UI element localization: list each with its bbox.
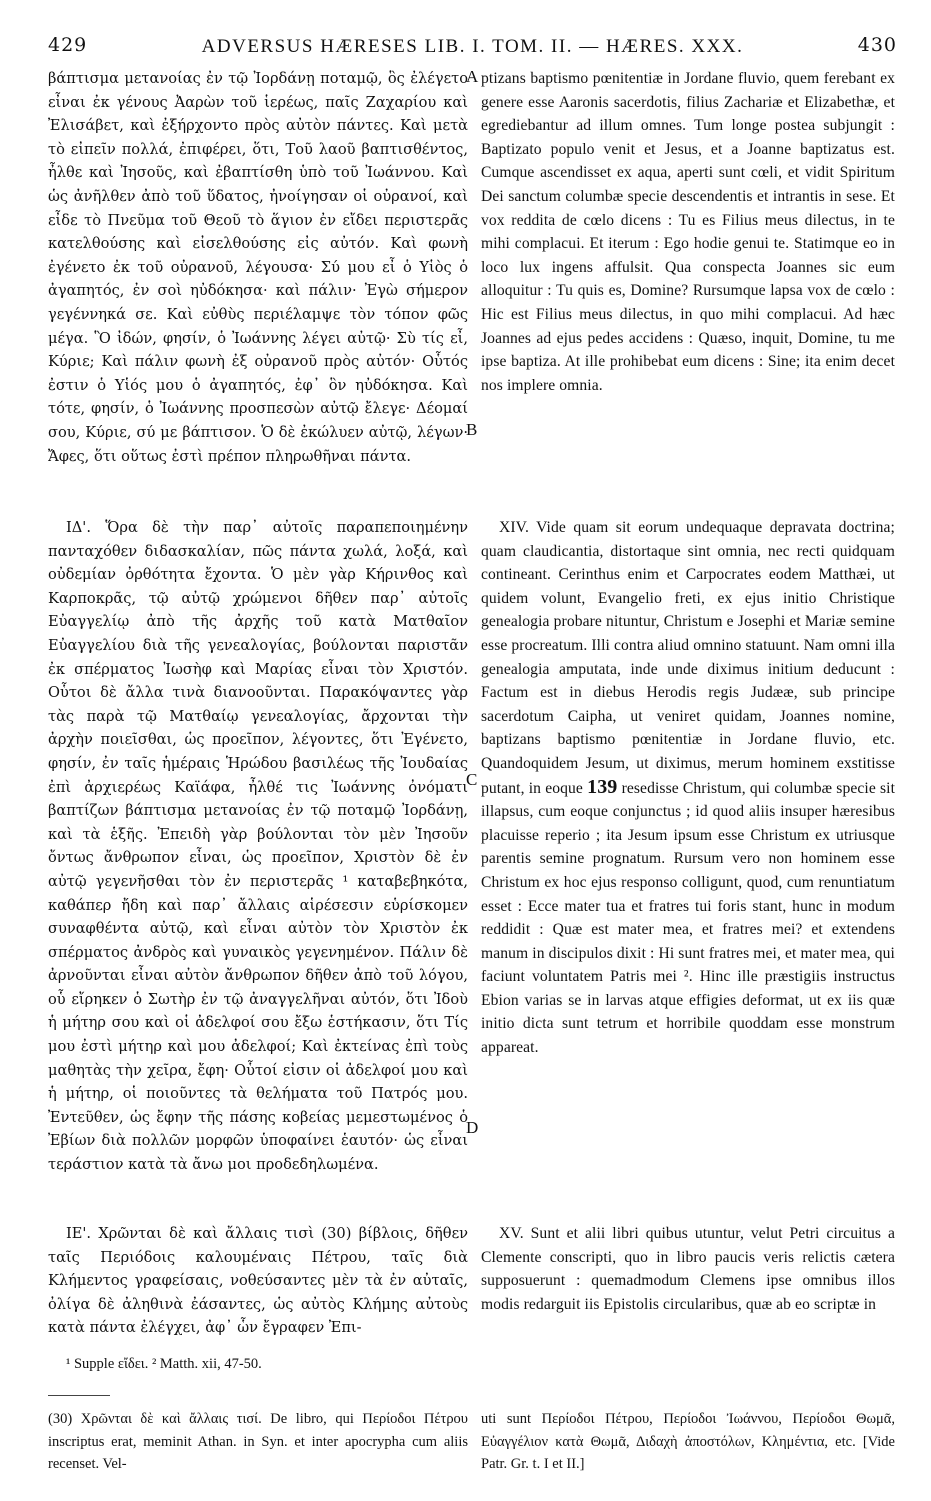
latin-text: resedisse Christum, qui columbæ specie sit illapsus, cum eoque conjunctus ; id quod aliis insuper hæresibus placuisse reperio ; ita Jesum ipsum esse Christum ex utriusque parentis semine prognatum. Rursum vero non hominem esse Christum ex hoc ejus responso colligunt, quod, cum renuntiatum esset : Ecce mater tua et fratres tui foris stant, hunc in modum reddidit : Quæ est mater mea, et fratres mei? et extendens manum in discipulos dixit : Hi sunt fratres mei, et mater mea, qui faciunt voluntatem Patris mei ². Hinc ille præstigiis instructus Ebion varias se in larvas atque effigies deformat, ut ex iis quæ initio dicta sunt tetrum et horribile quoddam esse monstrum appareat. [481, 779, 896, 1057]
margin-mark-b: B [466, 420, 478, 439]
latin-column-section-b [481, 516, 895, 1060]
footnote-divider [48, 1395, 110, 1396]
latin-paragraph [481, 516, 895, 1060]
note-text: (30) Χρῶνται δὲ καὶ ἄλλαις τισί. De libro, qui Περίοδοι Πέτρου inscriptus erat, meminit Athan. in Syn. et inter apocrypha cum aliis recenset. Vel- [48, 1411, 468, 1472]
latin-paragraph: XV. Sunt et alii libri quibus utuntur, velut Petri circuitus a Clemente conscripti, quo in libro paucis veris relictis cætera supposuerunt : quemadmodum Clemens ipse omnibus illos modis redarguit iis Epistolis circularibus, quæ ab eo scriptæ in [481, 1225, 895, 1313]
greek-paragraph: ΙΕ'. Χρῶνται δὲ καὶ ἄλλαις τισὶ (30) βίβλοις, δῆθεν ταῖς Περιόδοις καλουμέναις Πέτρου, ταῖς διὰ Κλήμεντος γραφείσαις, νοθεύσαντες μὲν τὰ ἐν αὐταῖς, ὀλίγα δὲ ἀληθινὰ ἐάσαντες, ὡς αὐτὸς Κλήμης αὐτοὺς κατὰ πάντα ἐλέγχει, ἀφ᾽ ὧν ἔγραφεν Ἐπι- [48, 1225, 468, 1337]
page-number-right: 430 [857, 34, 897, 56]
greek-column-section-a [48, 67, 468, 468]
greek-column-section-b [48, 516, 468, 1177]
editor-note-right [481, 1408, 895, 1476]
page-header [48, 34, 897, 64]
footnotes: ¹ Supple εἴδει. ² Matth. xii, 47-50. [66, 1356, 262, 1372]
greek-paragraph: βάπτισμα μετανοίας ἐν τῷ Ἰορδάνῃ ποταμῷ, ὃς ἐλέγετο εἶναι ἐκ γένους Ἀαρὼν τοῦ ἱερέως, παῖς Ζαχαρίου καὶ Ἐλισάβετ, καὶ ἐξήρχοντο πρὸς αὐτὸν πάντες. Καὶ μετὰ τὸ εἰπεῖν πολλά, ἐπιφέρει, ὅτι, Τοῦ λαοῦ βαπτισθέντος, ἦλθε καὶ Ἰησοῦς, καὶ ἐβαπτίσθη ὑπὸ τοῦ Ἰωάννου. Καὶ ὡς ἀνῆλθεν ἀπὸ τοῦ ὕδατος, ἠνοίγησαν οἱ οὐρανοί, καὶ εἶδε τὸ Πνεῦμα τοῦ Θεοῦ τὸ ἅγιον ἐν εἴδει περιστερᾶς κατελθούσης καὶ εἰσελθούσης εἰς αὐτόν. Καὶ φωνὴ ἐγένετο ἐκ τοῦ οὐρανοῦ, λέγουσα· Σύ μου εἶ ὁ Υἱὸς ὁ ἀγαπητός, ἐν σοὶ ηὐδόκησα· καὶ πάλιν· Ἐγὼ σήμερον γεγέννηκά σε. Καὶ εὐθὺς περιέλαμψε τὸν τόπον φῶς μέγα. Ὃ ἰδών, φησίν, ὁ Ἰωάννης λέγει αὐτῷ· Σὺ τίς εἶ, Κύριε; Καὶ πάλιν φωνὴ ἐξ οὐρανοῦ πρὸς αὐτόν· Οὗτός ἐστιν ὁ Υἱός μου ὁ ἀγαπητός, ἐφ᾽ ὃν ηὐδόκησα. Καὶ τότε, φησίν, ὁ Ἰωάννης προσπεσὼν αὐτῷ ἔλεγε· Δέομαί σου, Κύριε, σύ με βάπτισον. Ὁ δὲ ἐκώλυεν αὐτῷ, λέγων· Ἄφες, ὅτι οὕτως ἐστὶ πρέπον πληρωθῆναι πάντα. [48, 70, 468, 465]
margin-mark-c: C [466, 770, 478, 789]
note-text: uti sunt Περίοδοι Πέτρου, Περίοδοι Ἰωάννου, Περίοδοι Θωμᾶ, Εὐαγγέλιον κατὰ Θωμᾶ, Διδαχὴ ἀποστόλων, Κλημέντια, etc. [Vide Patr. Gr. t. I et II.] [481, 1411, 895, 1472]
latin-column-section-a [481, 67, 895, 397]
page-number-left: 429 [48, 34, 88, 56]
margin-mark-a: A [466, 67, 479, 86]
editor-note-left [48, 1408, 468, 1476]
greek-paragraph: ΙΔ'. Ὅρα δὲ τὴν παρ᾽ αὐτοῖς παραπεποιημένην πανταχόθεν διδασκαλίαν, πῶς πάντα χωλά, λοξά, καὶ οὐδεμίαν ὀρθότητα ἔχοντα. Ὁ μὲν γὰρ Κήρινθος καὶ Καρποκρᾶς, τῷ αὐτῷ χρώμενοι δῆθεν παρ᾽ αὐτοῖς Εὐαγγελίῳ ἀπὸ τῆς ἀρχῆς τοῦ κατὰ Ματθαῖον Εὐαγγελίου διὰ τῆς γενεαλογίας, βούλονται παριστᾶν ἐκ σπέρματος Ἰωσὴφ καὶ Μαρίας εἶναι τὸν Χριστόν. Οὗτοι δὲ ἄλλα τινὰ διανοοῦνται. Παρακόψαντες γὰρ τὰς παρὰ τῷ Ματθαίῳ γενεαλογίας, ἄρχονται τὴν ἀρχὴν ποιεῖσθαι, ὡς προεῖπον, λέγοντες, ὅτι Ἐγένετο, φησίν, ἐν ταῖς ἡμέραις Ἡρώδου βασιλέως τῆς Ἰουδαίας ἐπὶ ἀρχιερέως Καϊάφα, ἦλθέ τις Ἰωάννης ὀνόματι βαπτίζων βάπτισμα μετανοίας ἐν τῷ ποταμῷ Ἰορδάνῃ, καὶ τὰ ἑξῆς. Ἐπειδὴ γὰρ βούλονται τὸν μὲν Ἰησοῦν ὄντως ἄνθρωπον εἶναι, ὡς προεῖπον, Χριστὸν δὲ ἐν αὐτῷ γεγενῆσθαι τὸν ἐν περιστερᾶς ¹ καταβεβηκότα, καθάπερ ἤδη καὶ παρ᾽ ἄλλαις αἱρέσεσιν εὑρίσκομεν συναφθέντα αὐτῷ, καὶ εἶναι αὐτὸν τὸν Χριστὸν ἐκ σπέρματος ἀνδρὸς καὶ γυναικὸς γεγενημένον. Πάλιν δὲ ἀρνοῦνται εἶναι αὐτὸν ἄνθρωπον δῆθεν ἀπὸ τοῦ λόγου, οὗ εἴρηκεν ὁ Σωτὴρ ἐν τῷ ἀναγγελῆναι αὐτόν, ὅτι Ἰδοὺ ἡ μήτηρ σου καὶ οἱ ἀδελφοί σου ἔξω ἑστήκασιν, ὅτι Τίς μου ἐστὶ μήτηρ καὶ μου ἀδελφοί; Καὶ ἐκτείνας ἐπὶ τοὺς μαθητὰς τὴν χεῖρα, ἔφη· Οὗτοί εἰσιν οἱ ἀδελφοί μου καὶ ἡ μήτηρ, οἱ ποιοῦντες τὰ θελήματα τοῦ Πατρός μου. Ἐντεῦθεν, ὡς ἔφην τῆς πάσης κοβείας μεμεστωμένος ὁ Ἐβίων διὰ πολλῶν μορφῶν ὑποφαίνει ἑαυτόν· ὡς εἶναι τεράστιον κατὰ τὰ ἄνω μοι προδεδηλωμένα. [48, 519, 468, 1174]
running-title: ADVERSUS HÆRESES LIB. I. TOM. II. — HÆRES. XXX. [201, 36, 744, 57]
greek-column-section-c [48, 1222, 468, 1340]
page-reference-number: 139 [587, 775, 618, 798]
latin-column-section-c [481, 1222, 895, 1316]
latin-paragraph: ptizans baptismo pœnitentiæ in Jordane fluvio, quem ferebant ex genere esse Aaronis sacerdotis, filius Zachariæ et Elizabethæ, et egrediebantur ad illum omnes. Tum longe postea subjungit : Baptizato populo venit et Jesus, et a Joanne baptizatus est. Cumque ascendisset ex aqua, aperti sunt cœli, et vidit Spiritum Dei sanctum columbæ specie descendentis et intrantis in sese. Et vox reddita de cœlo dicens : Tu es Filius meus dilectus, in te mihi complacui. Et iterum : Ego hodie genui te. Statimque eo in loco lux ingens affulsit. Qua conspecta Joannes sic eum alloquitur : Tu quis es, Domine? Rursumque lapsa vox de cœlo : Hic est Filius meus dilectus, in quo mihi complacui. Ad hæc Joannes ad ejus pedes accidens : Quæso, inquit, Domine, tu me ipse baptiza. At ille prohibebat eum dicens : Sine; ita enim decet nos implere omnia. [481, 70, 895, 394]
latin-text: XIV. Vide quam sit eorum undequaque depravata doctrina; quam claudicantia, distortaque sint omnia, nec recti quidquam contineant. Cerinthus enim et Carpocrates eodem Matthæi, ut quidem volunt, Evangelio freti, ex ejus initio Christique genealogia probare nituntur, Christum e Josephi et Mariæ semine esse procreatum. Illi contra aliud omnino statuunt. Nam omni illa genealogia amputata, inde unde diximus initium deducunt : Factum est in diebus Herodis regis Judææ, sub principe sacerdotum Caipha, ut veniret quidam, Joannes nomine, baptizans baptismo pœnitentiæ in Jordane fluvio, etc. Quandoquidem Jesum, ut diximus, merum hominem exstitisse putant, in eoque [481, 519, 896, 797]
margin-mark-d: D [466, 1118, 479, 1137]
